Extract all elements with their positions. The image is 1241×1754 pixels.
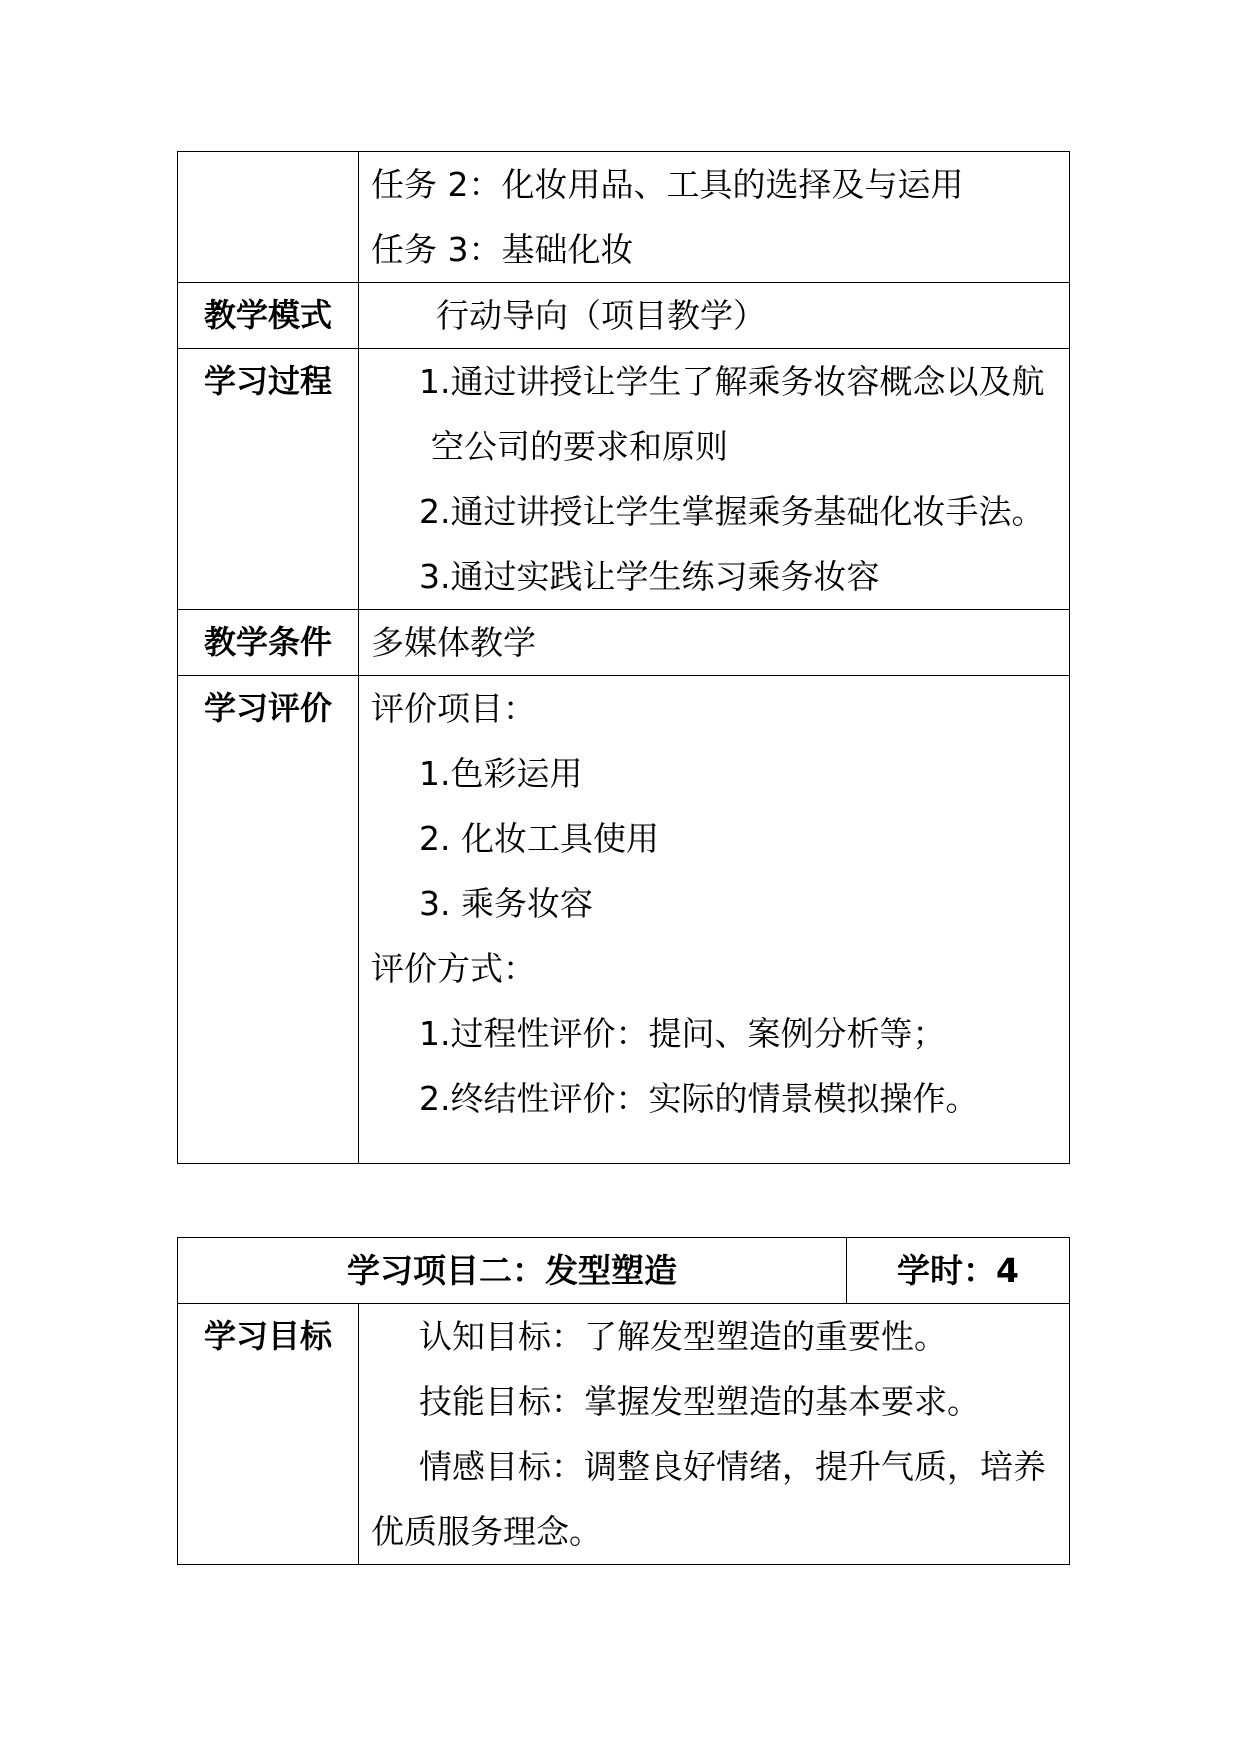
eval-row bbox=[178, 676, 1070, 1164]
project-title: 学习项目二：发型塑造 bbox=[178, 1238, 847, 1304]
tasks-label-cell bbox=[178, 152, 359, 283]
eval-method: 1.过程性评价：提问、案例分析等； bbox=[419, 1014, 946, 1053]
mode-row bbox=[178, 283, 1070, 349]
project-hours: 学时：4 bbox=[847, 1238, 1070, 1304]
goal-label: 学习目标 bbox=[178, 1304, 359, 1565]
mode-label: 教学模式 bbox=[178, 283, 359, 349]
eval-label: 学习评价 bbox=[178, 676, 359, 1164]
course-table-2 bbox=[177, 1237, 1070, 1565]
process-line: 1.通过讲授让学生了解乘务妆容概念以及航 bbox=[419, 362, 1045, 401]
tasks-row bbox=[178, 152, 1070, 283]
eval-item: 1.色彩运用 bbox=[419, 754, 583, 793]
eval-item: 2. 化妆工具使用 bbox=[419, 819, 659, 858]
condition-value: 多媒体教学 bbox=[359, 610, 1070, 676]
goal-cell bbox=[359, 1304, 1070, 1565]
eval-items-title: 评价项目： bbox=[371, 689, 536, 728]
process-row bbox=[178, 349, 1070, 610]
process-label: 学习过程 bbox=[178, 349, 359, 610]
process-line: 2.通过讲授让学生掌握乘务基础化妆手法。 bbox=[419, 492, 1045, 531]
eval-item: 3. 乘务妆容 bbox=[419, 884, 593, 923]
task-line: 任务 2：化妆用品、工具的选择及与运用 bbox=[371, 165, 964, 204]
condition-row bbox=[178, 610, 1070, 676]
goal-line: 情感目标：调整良好情绪，提升气质，培养 bbox=[419, 1447, 1046, 1486]
course-table-1 bbox=[177, 151, 1070, 1164]
goal-line: 技能目标：掌握发型塑造的基本要求。 bbox=[419, 1382, 980, 1421]
condition-label: 教学条件 bbox=[178, 610, 359, 676]
goal-line: 优质服务理念。 bbox=[371, 1512, 602, 1551]
process-line: 空公司的要求和原则 bbox=[431, 427, 728, 466]
eval-method: 2.终结性评价：实际的情景模拟操作。 bbox=[419, 1079, 979, 1118]
eval-methods-title: 评价方式： bbox=[371, 949, 536, 988]
goal-row bbox=[178, 1304, 1070, 1565]
eval-cell bbox=[359, 676, 1070, 1164]
mode-value: 行动导向（项目教学） bbox=[359, 283, 1070, 349]
goal-line: 认知目标：了解发型塑造的重要性。 bbox=[419, 1317, 947, 1356]
task-line: 任务 3：基础化妆 bbox=[371, 230, 634, 269]
process-cell bbox=[359, 349, 1070, 610]
process-line: 3.通过实践让学生练习乘务妆容 bbox=[419, 557, 880, 596]
project-header-row bbox=[178, 1238, 1070, 1304]
tasks-cell bbox=[359, 152, 1070, 283]
